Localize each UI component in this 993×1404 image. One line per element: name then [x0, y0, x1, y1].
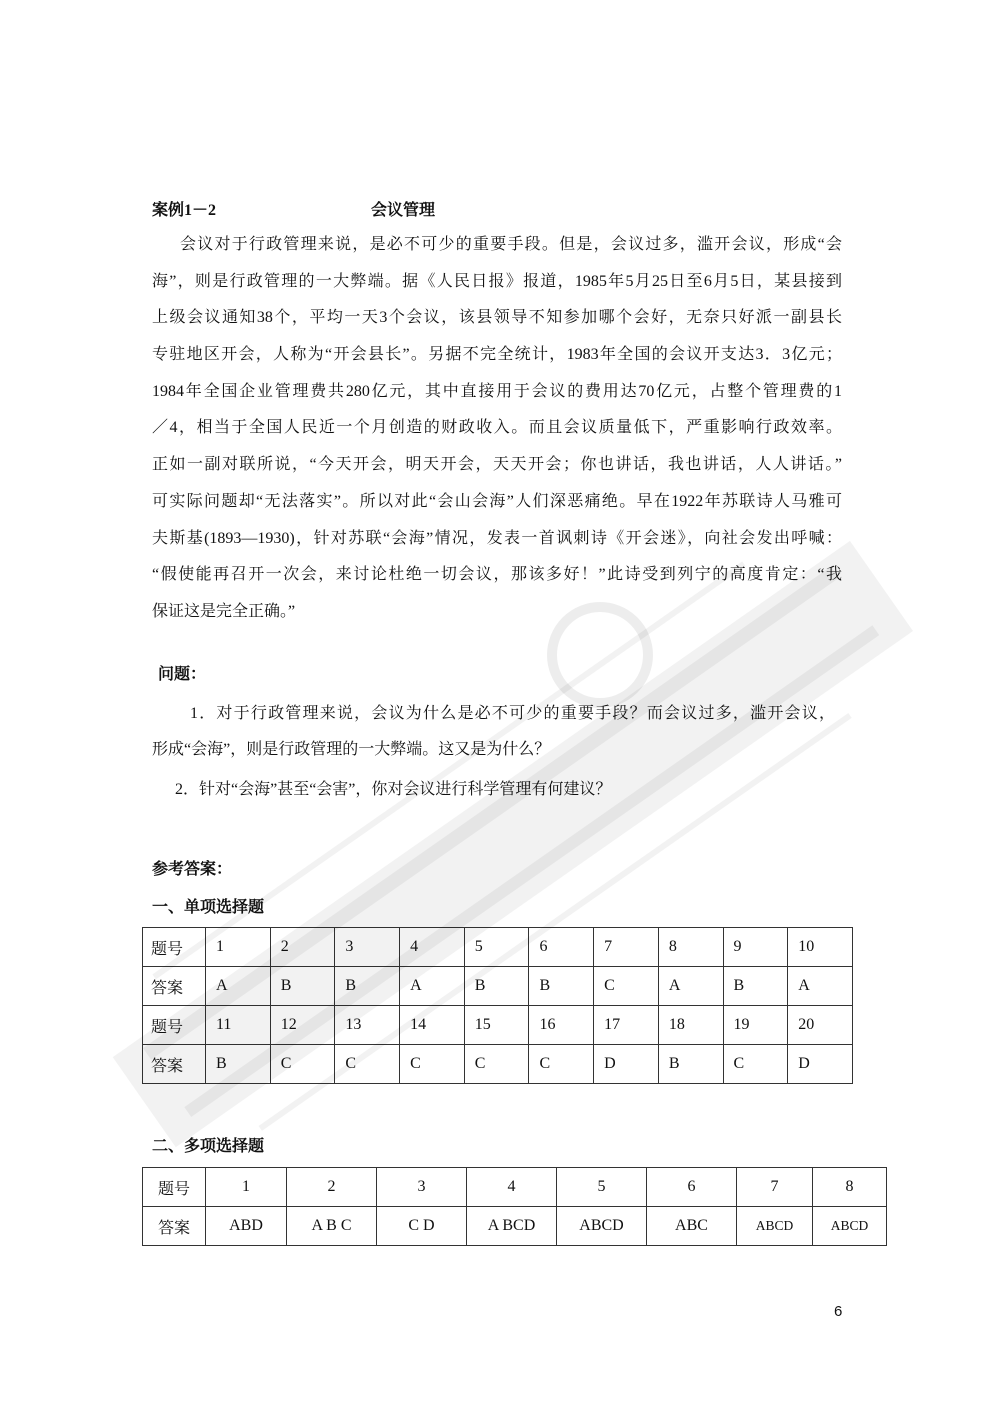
paragraph-line: 可实际问题却“无法落实”。所以对此“会山会海”人们深恶痛绝。早在1922年苏联诗人马雅可	[152, 492, 842, 510]
answer-cell: C D	[377, 1207, 467, 1246]
question-number-cell: 4	[400, 928, 465, 967]
table-row	[143, 967, 853, 1006]
row-label: 题号	[143, 1006, 206, 1045]
question-1-line-1: 1．对于行政管理来说，会议为什么是必不可少的重要手段？而会议过多，滥开会议，	[190, 705, 835, 722]
case-label: 案例1－2	[152, 202, 217, 219]
questions-heading: 问题：	[158, 666, 207, 683]
answer-cell: B	[529, 967, 594, 1006]
answer-cell: C	[400, 1045, 465, 1084]
table-row	[143, 928, 853, 967]
answer-cell: A	[206, 967, 271, 1006]
paragraph-line: ／4，相当于全国人民近一个月创造的财政收入。而且会议质量低下，严重影响行政效率。	[152, 419, 842, 437]
answer-cell: C	[529, 1045, 594, 1084]
question-number-cell: 4	[467, 1168, 557, 1207]
answer-cell: ABCD	[737, 1207, 813, 1246]
question-number-cell: 2	[287, 1168, 377, 1207]
row-label: 答案	[143, 967, 206, 1006]
row-label: 题号	[143, 928, 206, 967]
table-row	[143, 1006, 853, 1045]
answer-cell: A	[788, 967, 853, 1006]
question-number-cell: 12	[270, 1006, 335, 1045]
answer-cell: ABD	[206, 1207, 287, 1246]
answer-cell: A	[400, 967, 465, 1006]
answer-cell: ABCD	[813, 1207, 887, 1246]
paragraph-line: 海”，则是行政管理的一大弊端。据《人民日报》报道，1985年5月25日至6月5日，某县接到	[152, 272, 842, 290]
question-number-cell: 5	[464, 928, 529, 967]
question-number-cell: 20	[788, 1006, 853, 1045]
question-number-cell: 7	[737, 1168, 813, 1207]
question-number-cell: 1	[206, 1168, 287, 1207]
answer-cell: B	[658, 1045, 723, 1084]
single-choice-heading: 一、单项选择题	[152, 899, 265, 916]
paragraph-line: 正如一副对联所说，“今天开会，明天开会，天天开会；你也讲话，我也讲话，人人讲话。”	[152, 456, 842, 474]
question-number-cell: 15	[464, 1006, 529, 1045]
paragraph-line: “假使能再召开一次会，来讨论杜绝一切会议，那该多好！”此诗受到列宁的高度肯定：“我	[152, 566, 842, 584]
answer-cell: C	[270, 1045, 335, 1084]
question-number-cell: 17	[594, 1006, 659, 1045]
answer-cell: D	[594, 1045, 659, 1084]
answer-cell: C	[723, 1045, 788, 1084]
case-paragraph	[152, 227, 842, 631]
case-title: 会议管理	[371, 202, 436, 219]
question-number-cell: 13	[335, 1006, 400, 1045]
question-number-cell: 6	[529, 928, 594, 967]
answer-cell: C	[464, 1045, 529, 1084]
row-label: 答案	[143, 1045, 206, 1084]
question-number-cell: 10	[788, 928, 853, 967]
paragraph-line: 保证这是完全正确。”	[152, 602, 296, 620]
question-number-cell: 8	[813, 1168, 887, 1207]
answer-cell: ABC	[647, 1207, 737, 1246]
answer-cell: B	[723, 967, 788, 1006]
answer-cell: A B C	[287, 1207, 377, 1246]
paragraph-line: 夫斯基(1893—1930)，针对苏联“会海”情况，发表一首讽刺诗《开会迷》，向社会发出呼喊：	[152, 529, 842, 547]
answer-cell: C	[594, 967, 659, 1006]
answer-cell: A	[658, 967, 723, 1006]
question-number-cell: 11	[206, 1006, 271, 1045]
row-label: 题号	[143, 1168, 206, 1207]
answer-cell: C	[335, 1045, 400, 1084]
multiple-choice-table	[142, 1167, 887, 1246]
table-row	[143, 1045, 853, 1084]
paragraph-line: 专驻地区开会，人称为“开会县长”。另据不完全统计，1983年全国的会议开支达3．3亿元；	[152, 346, 842, 364]
answers-heading: 参考答案：	[152, 861, 233, 878]
question-number-cell: 6	[647, 1168, 737, 1207]
page-number: 6	[834, 1303, 843, 1320]
question-number-cell: 3	[377, 1168, 467, 1207]
question-number-cell: 9	[723, 928, 788, 967]
answer-cell: B	[335, 967, 400, 1006]
answer-cell: ABCD	[557, 1207, 647, 1246]
paragraph-line: 1984年全国企业管理费共280亿元，其中直接用于会议的费用达70亿元，占整个管理费的1	[152, 382, 842, 400]
multiple-choice-heading: 二、多项选择题	[152, 1138, 265, 1155]
question-number-cell: 3	[335, 928, 400, 967]
table-row	[143, 1207, 887, 1246]
question-2: 2．针对“会海”甚至“会害”，你对会议进行科学管理有何建议？	[175, 781, 612, 798]
single-choice-table	[142, 927, 853, 1084]
row-label: 答案	[143, 1207, 206, 1246]
question-number-cell: 8	[658, 928, 723, 967]
question-number-cell: 14	[400, 1006, 465, 1045]
question-number-cell: 18	[658, 1006, 723, 1045]
answer-cell: A BCD	[467, 1207, 557, 1246]
question-number-cell: 7	[594, 928, 659, 967]
question-1-line-2: 形成“会海”，则是行政管理的一大弊端。这又是为什么？	[152, 741, 551, 758]
answer-cell: B	[464, 967, 529, 1006]
question-number-cell: 1	[206, 928, 271, 967]
table-row	[143, 1168, 887, 1207]
answer-cell: B	[270, 967, 335, 1006]
question-number-cell: 19	[723, 1006, 788, 1045]
paragraph-line: 上级会议通知38个，平均一天3个会议，该县领导不知参加哪个会好，无奈只好派一副县长	[152, 309, 842, 327]
answer-cell: D	[788, 1045, 853, 1084]
question-number-cell: 2	[270, 928, 335, 967]
paragraph-line: 会议对于行政管理来说，是必不可少的重要手段。但是，会议过多，滥开会议，形成“会	[180, 236, 842, 253]
question-number-cell: 16	[529, 1006, 594, 1045]
answer-cell: B	[206, 1045, 271, 1084]
question-number-cell: 5	[557, 1168, 647, 1207]
